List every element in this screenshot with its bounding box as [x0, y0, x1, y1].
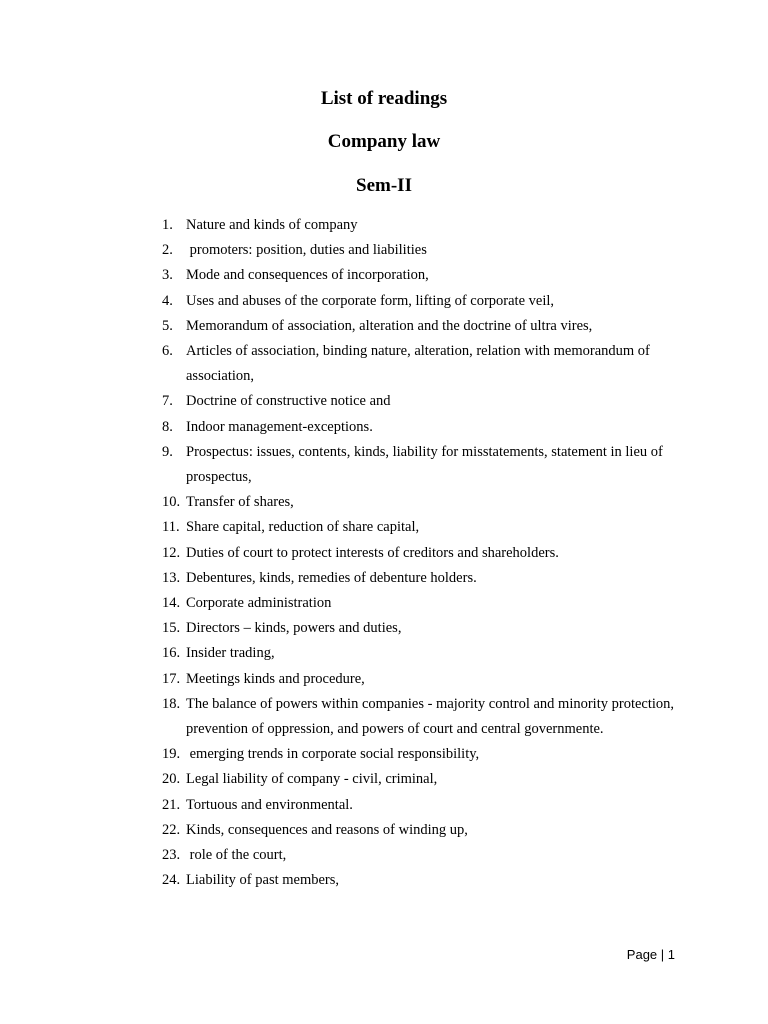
subject-heading: Company law	[327, 131, 441, 152]
list-item	[0, 692, 676, 742]
list-item	[0, 289, 676, 314]
list-text: The balance of powers within companies - majority control and minority protection, prevention of oppression, and powers of court and central governmente.	[186, 695, 675, 738]
list-text: Transfer of shares,	[186, 494, 294, 511]
list-text: Doctrine of constructive notice and	[186, 393, 391, 410]
list-item	[0, 263, 676, 288]
page-number: Page | 1	[626, 947, 675, 962]
list-number: 15.	[162, 620, 181, 637]
list-item	[0, 515, 676, 540]
list-number: 8.	[162, 418, 173, 435]
list-text: Uses and abuses of the corporate form, lifting of corporate veil,	[186, 292, 555, 309]
list-number: 21.	[162, 796, 181, 813]
list-number: 6.	[162, 343, 173, 360]
list-text: Tortuous and environmental.	[186, 796, 353, 813]
list-text: Corporate administration	[186, 595, 332, 612]
list-text: Directors – kinds, powers and duties,	[186, 620, 402, 637]
list-text: Memorandum of association, alteration and the doctrine of ultra vires,	[186, 317, 593, 334]
list-item	[0, 389, 676, 414]
list-text: Prospectus: issues, contents, kinds, liability for misstatements, statement in lieu of prospectus,	[186, 443, 663, 486]
readings-list	[0, 213, 768, 893]
list-number: 3.	[162, 267, 173, 284]
list-number: 9.	[162, 443, 173, 460]
list-number: 24.	[162, 872, 181, 889]
list-number: 5.	[162, 317, 173, 334]
list-number: 17.	[162, 670, 181, 687]
list-text: emerging trends in corporate social responsibility,	[186, 746, 480, 763]
list-number: 23.	[162, 847, 181, 864]
list-number: 10.	[162, 494, 181, 511]
list-number: 14.	[162, 595, 181, 612]
list-number: 12.	[162, 544, 181, 561]
list-number: 4.	[162, 292, 173, 309]
list-text: Duties of court to protect interests of creditors and shareholders.	[186, 544, 559, 561]
list-text: Mode and consequences of incorporation,	[186, 267, 429, 284]
list-text: Liability of past members,	[186, 872, 340, 889]
list-item	[0, 415, 676, 440]
list-text: Indoor management-exceptions.	[186, 418, 373, 435]
list-item	[0, 566, 676, 591]
list-text: Meetings kinds and procedure,	[186, 670, 365, 687]
list-item	[0, 616, 676, 641]
list-item	[0, 843, 676, 868]
list-text: role of the court,	[186, 847, 287, 864]
semester-heading: Sem-II	[356, 175, 412, 196]
list-number: 2.	[162, 242, 173, 259]
list-item	[0, 667, 676, 692]
list-item	[0, 314, 676, 339]
list-item	[0, 868, 676, 893]
document-title: List of readings	[320, 88, 448, 109]
list-number: 13.	[162, 569, 181, 586]
list-number: 11.	[162, 519, 180, 536]
list-item	[0, 742, 676, 767]
list-text: Legal liability of company - civil, criminal,	[186, 771, 438, 788]
list-text: promoters: position, duties and liabilities	[186, 242, 427, 259]
list-item	[0, 238, 676, 263]
list-item	[0, 339, 676, 389]
list-text: Kinds, consequences and reasons of winding up,	[186, 821, 468, 838]
list-item	[0, 793, 676, 818]
list-item	[0, 213, 676, 238]
list-item	[0, 591, 676, 616]
list-number: 7.	[162, 393, 173, 410]
list-text: Nature and kinds of company	[186, 217, 358, 233]
list-text: Debentures, kinds, remedies of debenture holders.	[186, 569, 477, 586]
list-number: 19.	[162, 746, 181, 763]
list-item	[0, 818, 676, 843]
list-number: 1.	[162, 217, 173, 233]
list-number: 20.	[162, 771, 181, 788]
list-number: 22.	[162, 821, 181, 838]
list-item	[0, 767, 676, 792]
list-text: Articles of association, binding nature, alteration, relation with memorandum of association,	[186, 343, 650, 385]
list-text: Insider trading,	[186, 645, 275, 662]
list-number: 18.	[162, 695, 181, 712]
list-item	[0, 541, 676, 566]
list-item	[0, 440, 676, 490]
list-text: Share capital, reduction of share capital,	[186, 519, 420, 536]
list-item	[0, 490, 676, 515]
list-item	[0, 641, 676, 666]
list-number: 16.	[162, 645, 181, 662]
